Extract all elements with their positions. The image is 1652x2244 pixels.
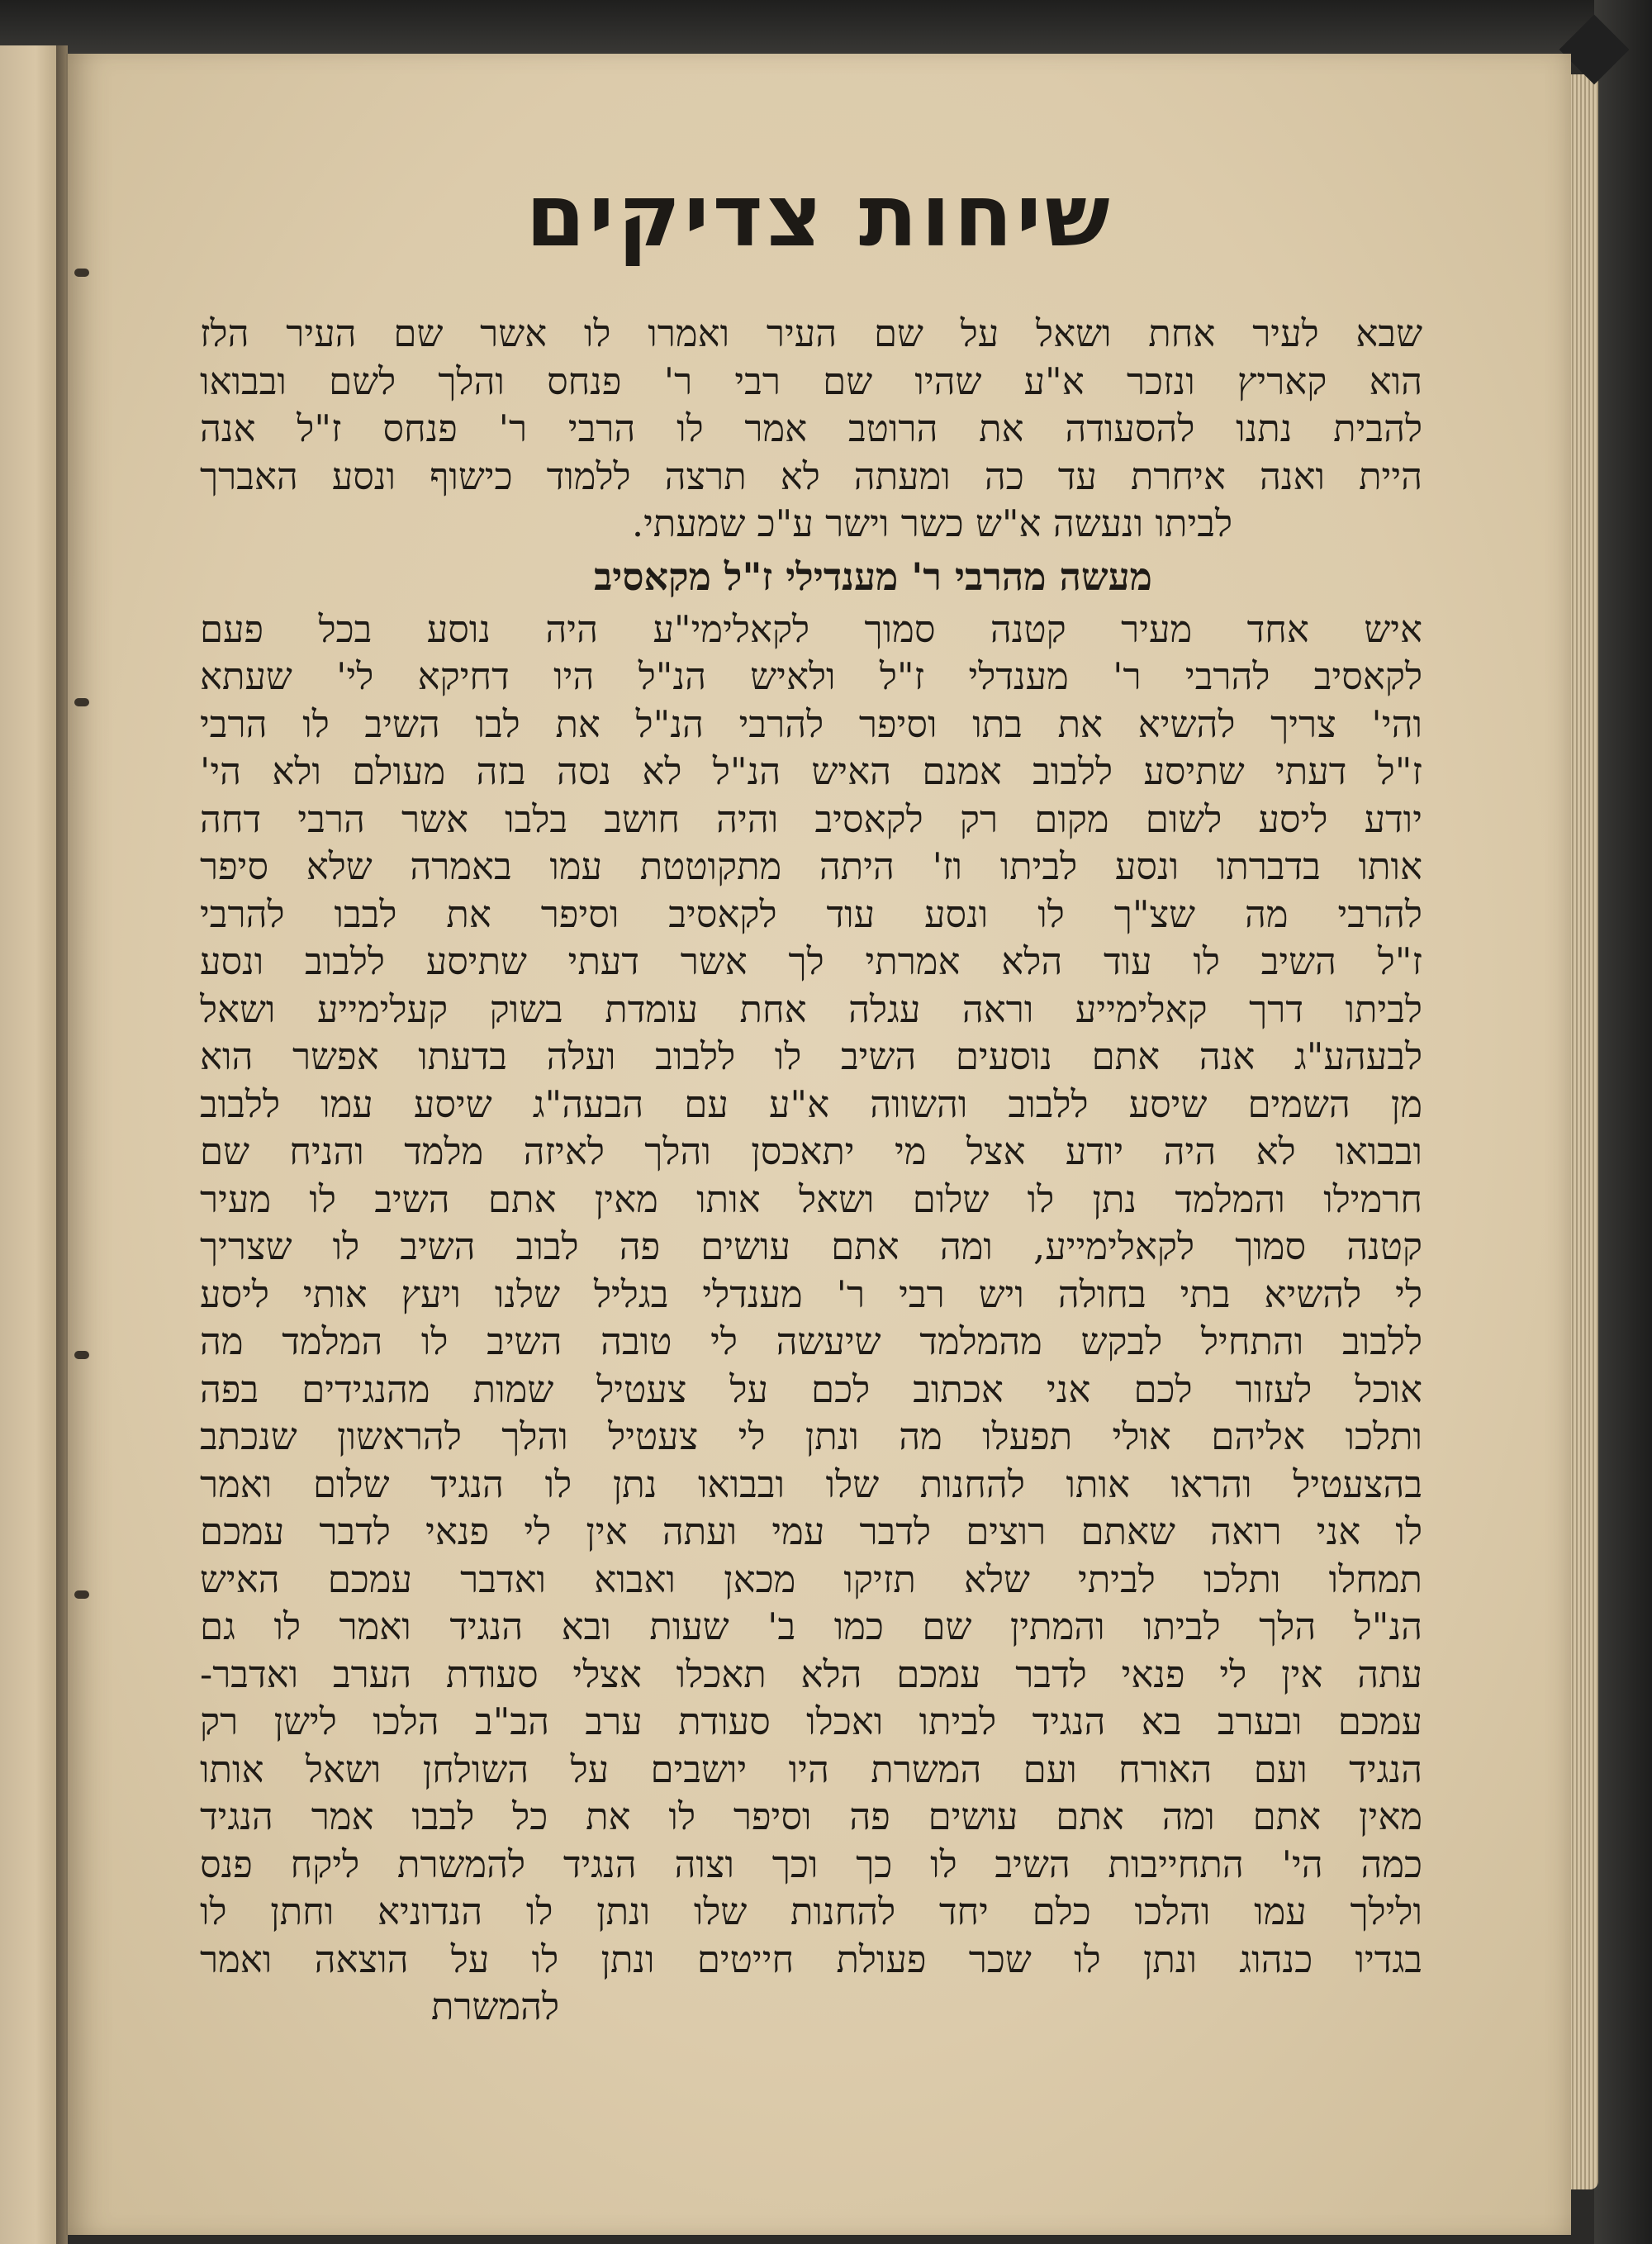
closing-word: להמשרת bbox=[431, 1985, 560, 2028]
text-line: להבית נתנו להסעודה את הרוטב אמר לו הרבי ר' פנחס ז"ל אנה bbox=[200, 406, 1422, 450]
text-line: אותו בדברתו ונסע לביתו וז' היתה מתקוטטת עמו באמרה שלא סיפר bbox=[200, 844, 1422, 888]
text-line: יודע ליסע לשום מקום רק לקאסיב והיה חושב בלבו אשר הרבי דחה bbox=[200, 796, 1422, 841]
text-line: ותלכו אליהם אולי תפעלו מה ונתן לי צעטיל והלך להראשון שנכתב bbox=[200, 1414, 1422, 1458]
book-cover-right bbox=[1594, 0, 1652, 2244]
text-line: מאין אתם ומה אתם עושים פה וסיפר לו את כל לבבו אמר הנגיד bbox=[200, 1795, 1422, 1838]
text-line: שבא לעיר אחת ושאל על שם העיר ואמרו לו אשר שם העיר הלז bbox=[200, 311, 1422, 355]
paragraph-2 bbox=[200, 606, 1422, 2031]
text-line: בהצעטיל והראו אותו להחנות שלו ובבואו נתן לו הנגיד שלום ואמר bbox=[200, 1462, 1422, 1506]
text-line: איש אחד מעיר קטנה סמוך לקאלימי"ע היה נוסע בכל פעם bbox=[200, 606, 1422, 651]
text-line: הנגיד ועם האורח ועם המשרת היו יושבים על השולחן ושאל אותו bbox=[200, 1747, 1422, 1791]
text-block bbox=[200, 310, 1422, 2031]
binding-stitch bbox=[74, 269, 89, 277]
text-line: מן השמים שיסע ללבוב והשווה א"ע עם הבעה"ג שיסע עמו ללבוב bbox=[200, 1082, 1422, 1126]
text-line: חרמילו והמלמד נתן לו שלום ושאל אותו מאין אתם השיב לו מעיר bbox=[200, 1177, 1422, 1221]
binding-stitch bbox=[74, 1351, 89, 1359]
text-line: ז"ל דעתי שתיסע ללבוב אמנם האיש הנ"ל לא נסה בזה מעולם ולא הי' bbox=[200, 749, 1422, 793]
paragraph-1 bbox=[200, 310, 1422, 548]
binding-stitch bbox=[74, 698, 89, 706]
book-cover-top bbox=[0, 0, 1652, 58]
text-line: ללבוב והתחיל לבקש מהמלמד שיעשה לי טובה השיב לו המלמד מה bbox=[200, 1319, 1422, 1363]
text-line: הוא קאריץ ונזכר א"ע שהיו שם רבי ר' פנחס והלך לשם ובבואו bbox=[200, 359, 1422, 403]
page-title: שיחות צדיקים bbox=[525, 165, 1113, 266]
text-line: ז"ל השיב לו עוד הלא אמרתי לך אשר דעתי שתיסע ללבוב ונסע bbox=[200, 939, 1422, 983]
text-line: לקאסיב להרבי ר' מענדלי ז"ל ולאיש הנ"ל היו דחיקא לי' שעתא bbox=[200, 654, 1422, 698]
text-line: לבעהע"ג אנה אתם נוסעים השיב לו ללבוב ועלה בדעתו אפשר הוא bbox=[200, 1034, 1422, 1078]
text-line: בגדיו כנהוג ונתן לו שכר פעולת חייטים ונתן לו על הוצאה ואמר bbox=[200, 1937, 1422, 1981]
text-line: קטנה סמוך לקאלימייע, ומה אתם עושים פה לבוב השיב לו שצריך bbox=[200, 1224, 1422, 1268]
book-page bbox=[66, 54, 1571, 2235]
text-line: להרבי מה שצ"ך לו ונסע עוד לקאסיב וסיפר את לבבו להרבי bbox=[200, 891, 1422, 936]
text-line: לו אני רואה שאתם רוצים לדבר עמי ועתה אין לי פנאי לדבר עמכם bbox=[200, 1509, 1422, 1553]
text-line: ולילך עמו והלכו כלם יחד להחנות שלו ונתן לו הנדוניא וחתן לו bbox=[200, 1890, 1422, 1933]
text-line: ובבואו לא היה יודע אצל מי יתאכסן והלך לאיזה מלמד והניח שם bbox=[200, 1129, 1422, 1173]
text-line: והי' צריך להשיא את בתו וסיפר להרבי הנ"ל את לבו השיב לו הרבי bbox=[200, 701, 1422, 746]
text-line: הנ"ל הלך לביתו והמתין שם כמו ב' שעות ובא הנגיד ואמר לו גם bbox=[200, 1605, 1422, 1648]
text-line: לביתו ונעשה א"ש כשר וישר ע"כ שמעתי. bbox=[631, 502, 1232, 545]
text-line: אוכל לעזור לכם אני אכתוב לכם על צעטיל שמות מהנגידים בפה bbox=[200, 1367, 1422, 1411]
binding-stitch bbox=[74, 1590, 89, 1599]
text-line: עמכם ובערב בא הנגיד לביתו ואכלו סעודת ערב הב"ב הלכו לישן רק bbox=[200, 1700, 1422, 1743]
section-heading: מעשה מהרבי ר' מענדילי ז"ל מקאסיב bbox=[594, 554, 1152, 599]
text-line: לי להשיא בתי בחולה ויש רבי ר' מענדלי בגליל שלנו ויעץ אותי ליסע bbox=[200, 1272, 1422, 1316]
text-line: כמה הי' התחייבות השיב לו כך וכך וצוה הנגיד להמשרת ליקח פנס bbox=[200, 1842, 1422, 1886]
text-line: היית ואנה איחרת עד כה ומעתה לא תרצה ללמוד כישוף ונסע האברך bbox=[200, 454, 1422, 498]
text-line: לביתו דרך קאלימייע וראה עגלה אחת עומדת בשוק קעלימייע ושאל bbox=[200, 987, 1422, 1031]
text-line: עתה אין לי פנאי לדבר עמכם הלא תאכלו אצלי סעודת הערב ואדבר- bbox=[200, 1652, 1422, 1696]
left-page-edge bbox=[0, 45, 62, 2244]
text-line: תמחלו ותלכו לביתי שלא תזיקו מכאן ואבוא ואדבר עמכם האיש bbox=[200, 1557, 1422, 1601]
